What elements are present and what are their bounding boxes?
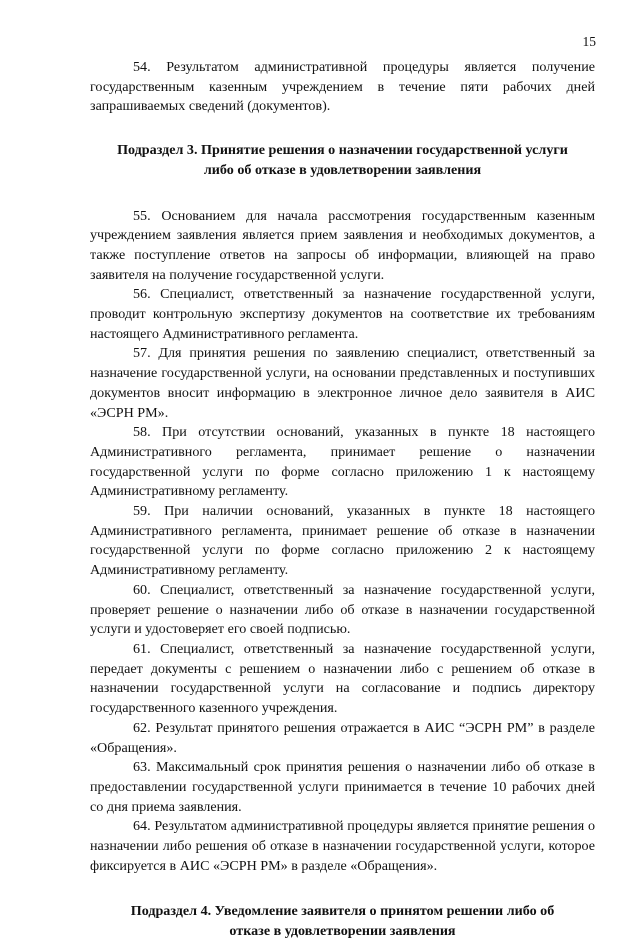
paragraph-56: 56. Специалист, ответственный за назначение государственной услуги, проводит контрольную экспертизу документов на соответствие их требованиям настоящего Административного регламента. [90, 286, 595, 342]
paragraph-63: 63. Максимальный срок принятия решения о назначении либо об отказе в предоставлении государственной услуги принимается в течение 10 рабочих дней со дня приема заявления. [90, 759, 595, 815]
section-4-heading-line-2: отказе в удовлетворении заявления [229, 923, 456, 940]
section-4-heading [90, 902, 595, 941]
paragraph-54: 54. Результатом административной процедуры является получение государственным казенным учреждением в течение пяти рабочих дней запрашиваемых сведений (документов). [90, 59, 595, 115]
paragraph-57: 57. Для принятия решения по заявлению специалист, ответственный за назначение государственной услуги, на основании представленных и поступивших документов вносит информацию в электронное личное дело заявителя в АИС «ЭСРН РМ». [90, 345, 595, 421]
paragraph-55: 55. Основанием для начала рассмотрения государственным казенным учреждением заявления является прием заявления и необходимых документов, а также поступление ответов на запросы об информации, влияющей на право заявителя на получение государственной услуги. [90, 207, 595, 283]
section-3-heading [90, 141, 595, 180]
page-number: 15 [582, 34, 596, 49]
paragraph-60: 60. Специалист, ответственный за назначение государственной услуги, проверяет решение о назначении либо об отказе в назначении государственной услуги и удостоверяет его своей подписью. [90, 581, 595, 638]
paragraph-64: 64. Результатом административной процедуры является принятие решения о назначении либо решения об отказе в назначении государственной услуги, которое фиксируется в АИС «ЭСРН РМ» в разделе «Обращения». [90, 818, 595, 874]
section-3-heading-line-1: Подраздел 3. Принятие решения о назначении государственной услуги [117, 142, 568, 159]
paragraph-58: 58. При отсутствии оснований, указанных в пункте 18 настоящего Административного регламента, принимает решение о назначении государственной услуги по форме согласно приложению 1 к настоящему Административному регламенту. [90, 424, 595, 500]
paragraph-62: 62. Результат принятого решения отражается в АИС “ЭСРН РМ” в разделе «Обращения». [90, 719, 595, 756]
paragraph-61: 61. Специалист, ответственный за назначение государственной услуги, передает документы с решением о назначении либо с решением об отказе в назначении государственной услуги на согласование и подпись директору государственного казенного учреждения. [90, 640, 595, 717]
document-body [90, 58, 595, 942]
section-4-heading-line-1: Подраздел 4. Уведомление заявителя о принятом решении либо об [130, 903, 555, 920]
paragraph-59: 59. При наличии оснований, указанных в пункте 18 настоящего Административного регламента, принимает решение об отказе в назначении государственной услуги по форме согласно приложению 2 к настоящему Административному регламенту. [90, 503, 595, 579]
section-3-heading-line-2: либо об отказе в удовлетворении заявления [203, 161, 482, 178]
